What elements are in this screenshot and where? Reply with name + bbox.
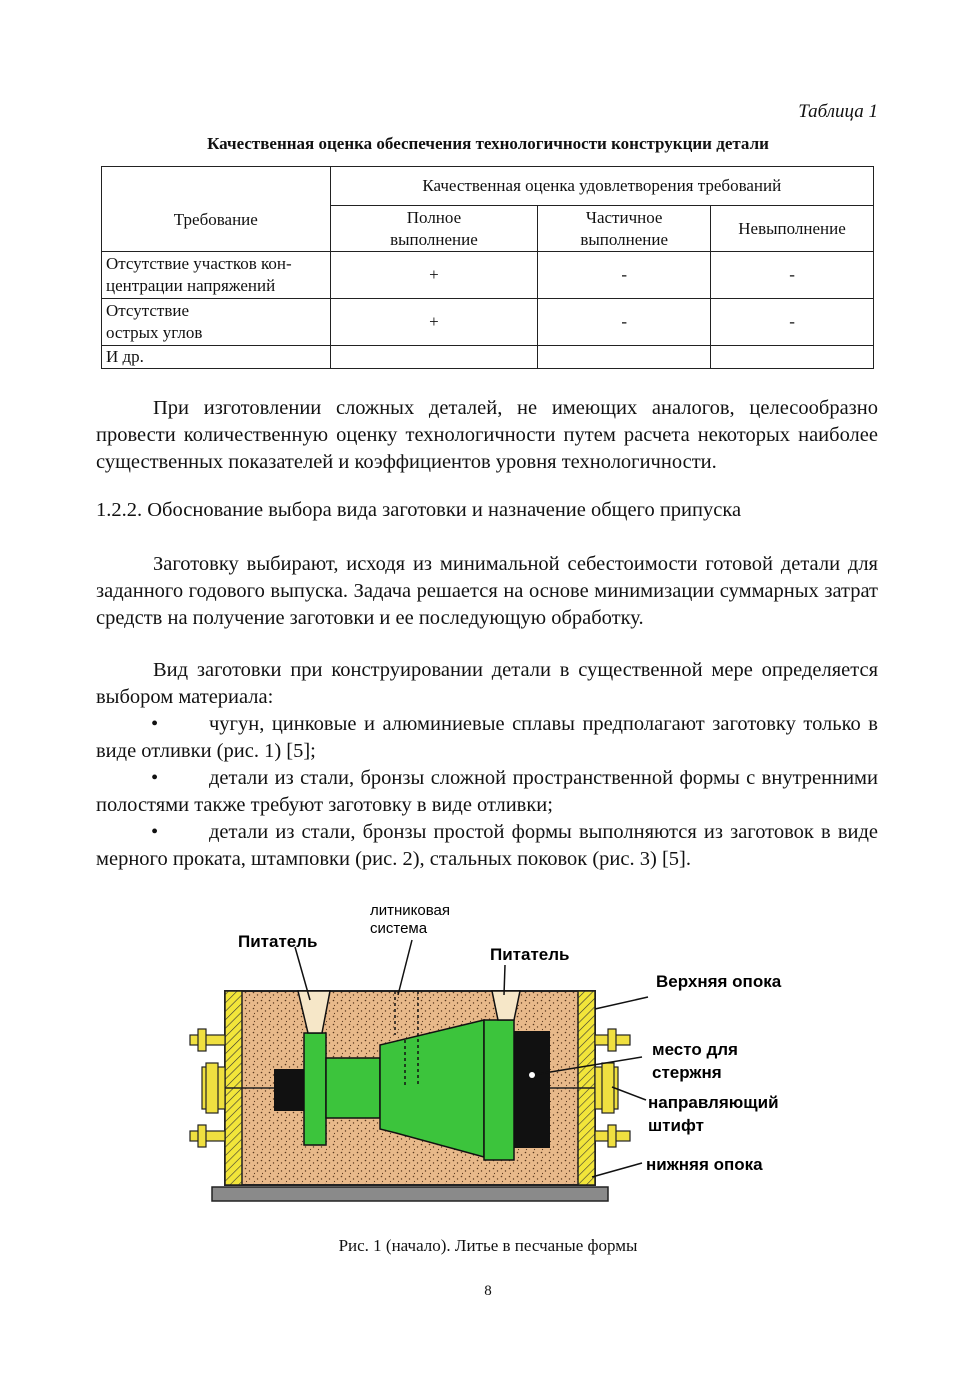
cell-none: -	[711, 252, 874, 299]
label-pin-line1: направляющий	[648, 1093, 779, 1112]
header-non-completion: Невыполнение	[711, 206, 874, 252]
table-row	[102, 299, 874, 346]
bullet-item: • детали из стали, бронзы простой формы выполняются из заготовок в виде мерного проката, штамповки (рис. 2), стальных поковок (рис. 3) [5].	[96, 821, 878, 870]
guide-pin-left-icon	[202, 1063, 225, 1113]
header-requirement: Требование	[102, 167, 331, 252]
bullet-icon: •	[151, 767, 159, 789]
header-full-completion: Полное выполнение	[330, 206, 538, 252]
label-feeder-left: Питатель	[238, 932, 318, 951]
row-requirement: И др.	[102, 346, 331, 369]
paragraph-blank-selection: Заготовку выбирают, исходя из минимальной себестоимости готовой детали для заданного годового выпуска. Задача решается на основе минимизации суммарных затрат средств на получение заготовки и ее последующую обработку.	[96, 553, 878, 629]
label-feeder-right: Питатель	[490, 945, 570, 964]
requirements-table	[101, 166, 874, 369]
figure-caption: Рис. 1 (начало). Литье в песчаные формы	[338, 1236, 638, 1255]
cell-none: -	[711, 299, 874, 346]
cell-partial: -	[538, 299, 711, 346]
table-row	[102, 346, 874, 369]
bullet-item: • чугун, цинковые и алюминиевые сплавы предполагают заготовку только в виде отливки (рис. 1) [5];	[96, 713, 878, 762]
header-partial-completion: Частичное выполнение	[538, 206, 711, 252]
label-pin-line2: штифт	[648, 1116, 704, 1135]
paragraph-material: Вид заготовки при конструировании детали в существенной мере определяется выбором материала:	[96, 659, 878, 708]
core-print-left	[274, 1069, 306, 1111]
page-number: 8	[484, 1283, 492, 1299]
core-print-right	[512, 1031, 550, 1148]
label-core-line1: место для	[652, 1040, 738, 1059]
bullet-item: • детали из стали, бронзы сложной пространственной формы с внутренними полостями также требуют заготовку в виде отливки;	[96, 767, 878, 816]
cell-none	[711, 346, 874, 369]
label-gating-line2: система	[370, 920, 428, 937]
core-marker	[529, 1072, 535, 1078]
table-label: Таблица 1	[798, 101, 878, 122]
paragraph-quantitative-assessment: При изготовлении сложных деталей, не имеющих аналогов, целесообразно провести количественную оценку технологичности путем расчета некоторых наиболее существенных показателей и коэффициентов уровня технологичности.	[96, 397, 878, 473]
sand-casting-figure	[180, 895, 820, 1215]
row-requirement: Отсутствие острых углов	[102, 299, 331, 346]
cell-partial	[538, 346, 711, 369]
header-group: Качественная оценка удовлетворения требований	[330, 167, 873, 206]
label-core-line2: стержня	[652, 1063, 722, 1082]
row-requirement: Отсутствие участков кон- центрации напряжений	[102, 252, 331, 299]
base-plate	[212, 1187, 608, 1201]
section-heading: 1.2.2. Обоснование выбора вида заготовки и назначение общего припуска	[96, 499, 742, 521]
table-row	[102, 252, 874, 299]
cell-full: +	[330, 299, 538, 346]
bullet-icon: •	[151, 821, 159, 843]
table-title: Качественная оценка обеспечения технологичности конструкции детали	[207, 134, 769, 153]
cell-full	[330, 346, 538, 369]
label-upper-flask: Верхняя опока	[656, 972, 782, 991]
cell-full: +	[330, 252, 538, 299]
label-gating-line1: литниковая	[370, 902, 451, 919]
cell-partial: -	[538, 252, 711, 299]
bullet-icon: •	[151, 713, 159, 735]
label-lower-flask: нижняя опока	[646, 1155, 763, 1174]
